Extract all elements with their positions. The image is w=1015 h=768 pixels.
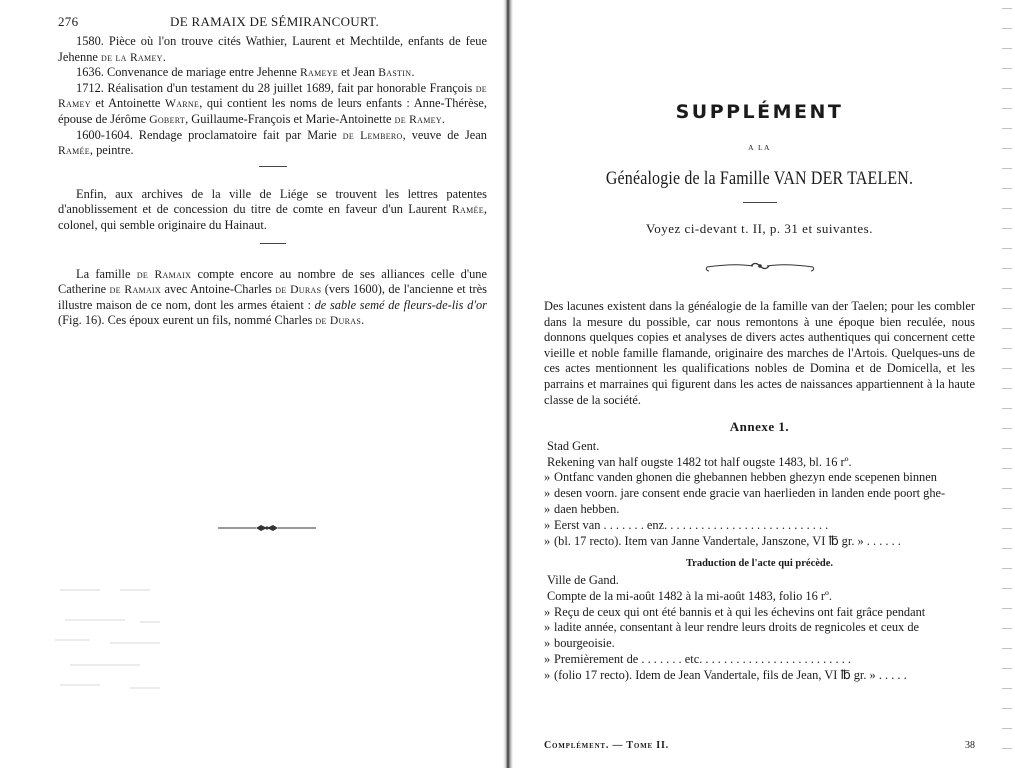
quote-line: » desen voorn. jare consent ende gracie van haerlieden in landen ende poort ghe- <box>544 486 946 501</box>
separator-rule <box>259 166 287 167</box>
running-head <box>58 14 487 34</box>
page-footer <box>544 740 975 751</box>
annexe-line: Rekening van half ougste 1482 tot half ougste 1483, bl. 16 rº. <box>547 454 852 469</box>
traduction-block <box>544 573 975 604</box>
left-page <box>0 0 505 768</box>
traduction-line: Compte de la mi-août 1482 à la mi-août 1483, folio 16 rº. <box>547 588 832 603</box>
annexe-title: Annexe 1. <box>729 419 790 435</box>
running-title: DE RAMAIX DE SÉMIRANCOURT. <box>170 14 380 29</box>
traduction-quotes <box>544 605 975 684</box>
famille-paragraph: La famille de Ramaix compte encore au nombre de ses alliances celle d'une Catherine de Ramaix avec Antoine-Charles de Duras (vers 1600), de l'ancienne et très illustre maison de ce nom, dont les armes étaient : de sable semé de fleurs-de-lis d'or (Fig. 16). Ces époux eurent un fils, nommé Charles de Duras. <box>58 266 487 328</box>
entry-1600-1604: 1600-1604. Rendage proclamatoire fait par Marie de Lembero, veuve de Jean Ramée, peintre. <box>58 127 487 158</box>
page-smudges <box>50 580 250 700</box>
right-page <box>512 0 1015 768</box>
entries-block <box>58 34 487 329</box>
tailpiece-ornament <box>218 522 316 534</box>
title-rule <box>743 202 777 203</box>
quote-line: » (folio 17 recto). Idem de Jean Vandertale, fils de Jean, VI ℔ gr. » . . . . . <box>544 667 907 682</box>
annexe-block <box>544 439 975 470</box>
genealogy-title: Généalogie de la Famille VAN DER TAELEN. <box>605 168 914 189</box>
scroll-ornament <box>705 259 815 273</box>
quote-line: » bourgeoisie. <box>544 636 615 651</box>
supplement-title: SUPPLÉMENT <box>675 101 844 123</box>
entry-1580: 1580. Pièce où l'on trouve cités Wathier, Laurent et Mechtilde, enfants de feue Jehenne de la Ramey. <box>58 34 487 64</box>
quote-line: » Eerst van . . . . . . . enz. . . . . . . . . . . . . . . . . . . . . . . . . . . <box>544 517 829 532</box>
entry-1712: 1712. Réalisation d'un testament du 28 juillet 1689, fait par honorable François de Ramey et Antoinette Warne, qui contient les noms de leurs enfants : Anne-Thérèse, épouse de Jérôme Gobert, Guillaume-François et Marie-Antoinette de Ramey. <box>58 80 487 126</box>
a-la-label: A LA <box>748 143 771 152</box>
see-reference: Voyez ci-devant t. II, p. 31 et suivantes. <box>646 221 873 236</box>
page-number: 276 <box>58 14 79 29</box>
quote-line: » daen hebben. <box>544 501 620 516</box>
footer-page-number: 38 <box>965 740 975 751</box>
annexe-quotes <box>544 470 975 549</box>
annexe-line: Stad Gent. <box>547 439 600 454</box>
liege-paragraph: Enfin, aux archives de la ville de Liége se trouvent les lettres patentes d'anoblissement et de concession du titre de comte en faveur d'un Laurent Ramée, colonel, qui semble originaire du Hainaut. <box>58 186 487 232</box>
separator-rule <box>260 243 286 244</box>
entry-1636: 1636. Convenance de mariage entre Jehenne Rameye et Jean Bastin. <box>76 65 415 80</box>
page-edge-marks <box>1002 0 1012 768</box>
intro-paragraph: Des lacunes existent dans la généalogie de la famille van der Taelen; pour les combler dans la mesure du possible, car nous remontons à une époque bien reculée, nous donnons quelques copies et analyses de divers actes authentiques qui concernent cette vieille et noble famille flamande, originaire des marches de l'Artois. Quelques-uns de ces actes mentionnent les qualifications nobles de Domina et de Domicella, et les parrains et marraines qui figurent dans les actes de naissances appartiennent à la haute classe de la société. <box>544 299 975 407</box>
quote-line: » (bl. 17 recto). Item van Janne Vandertale, Janszone, VI ℔ gr. » . . . . . . <box>544 533 901 548</box>
quote-line: » ladite année, consentant à leur rendre leurs droits de regnicoles et ceux de <box>544 620 920 635</box>
traduction-title: Traduction de l'acte qui précède. <box>685 558 834 570</box>
quote-line: » Premièrement de . . . . . . . etc. . . . . . . . . . . . . . . . . . . . . . . . . <box>544 651 851 666</box>
quote-line: » Ontfanc vanden ghonen die ghebannen hebben ghezyn ende scepenen binnen <box>544 470 937 485</box>
quote-line: » Reçu de ceux qui ont été bannis et à qui les échevins ont fait grâce pendant <box>544 604 926 619</box>
footer-label: Complément. — Tome II. <box>544 740 669 751</box>
traduction-line: Ville de Gand. <box>547 573 619 588</box>
